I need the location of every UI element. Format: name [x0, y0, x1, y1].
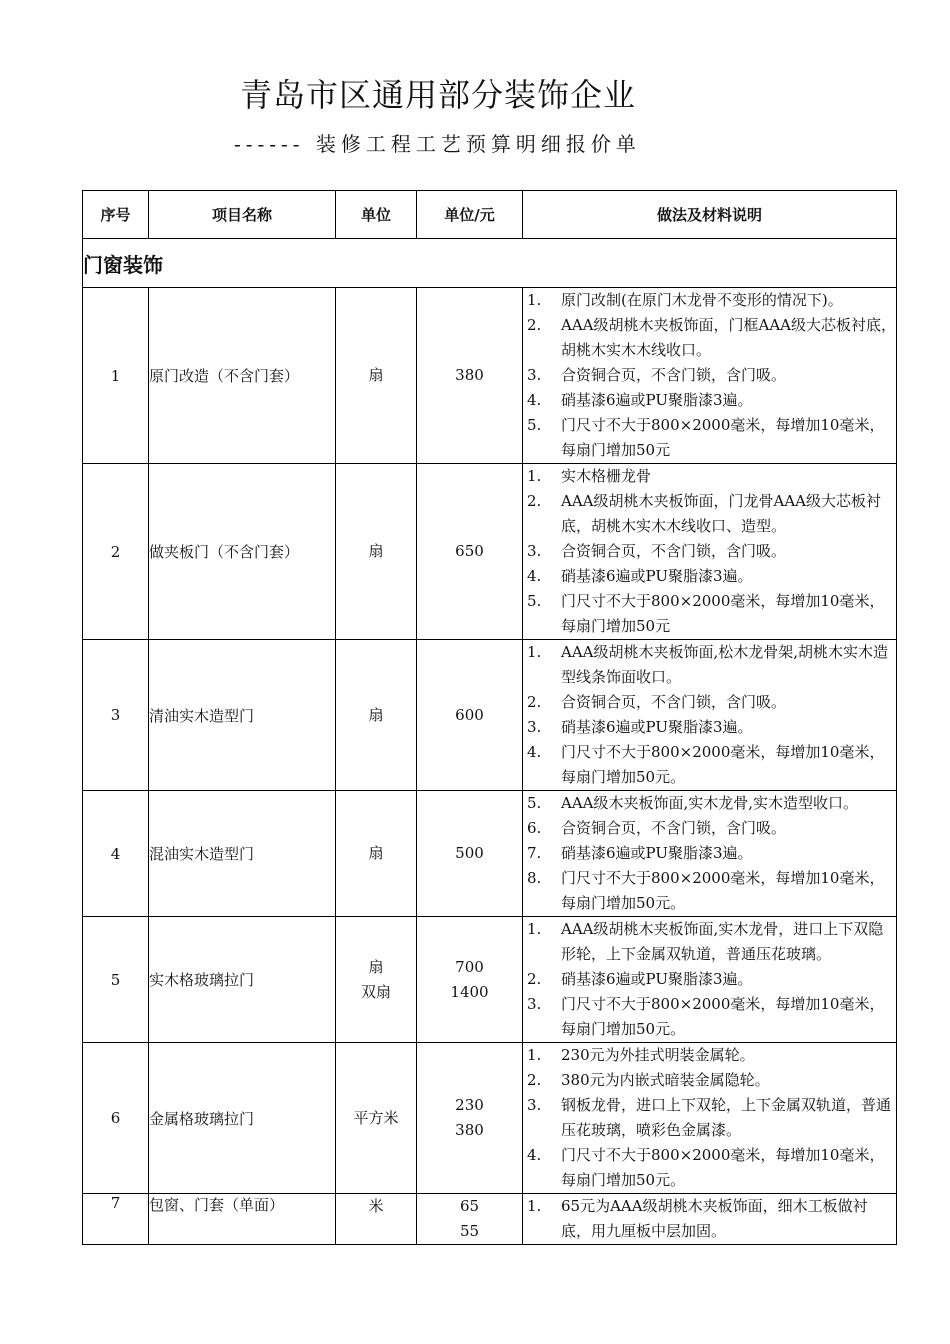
item-text: 65元为AAA级胡桃木夹板饰面，细木工板做衬底，用九厘板中层加固。 [561, 1197, 868, 1240]
item-text: 原门改制(在原门木龙骨不变形的情况下)。 [561, 291, 843, 309]
section-row [83, 239, 897, 288]
item-number: 1. [527, 1197, 542, 1215]
item-text: 硝基漆6遍或PU聚脂漆3遍。 [561, 844, 753, 862]
row-description [523, 917, 897, 1043]
row-no: 5 [83, 917, 149, 1043]
unit-value: 扇 [368, 844, 384, 862]
description-item [523, 841, 896, 866]
item-number: 1. [527, 643, 542, 661]
item-number: 7. [527, 844, 542, 862]
row-unit [336, 1194, 417, 1245]
description-item [523, 1143, 896, 1193]
description-item [523, 564, 896, 589]
quote-table [82, 190, 897, 1245]
item-text: AAA级胡桃木夹板饰面,松木龙骨架,胡桃木实木造型线条饰面收口。 [561, 643, 889, 686]
row-item-name: 实木格玻璃拉门 [149, 917, 336, 1043]
item-text: 门尺寸不大于800×2000毫米，每增加10毫米，每扇门增加50元。 [561, 1146, 885, 1189]
document-title: 青岛市区通用部分装饰企业 [240, 76, 637, 114]
price-value: 700 [455, 957, 484, 976]
item-number: 4. [527, 567, 542, 585]
unit-value: 扇 [368, 366, 384, 384]
item-number: 4. [527, 743, 542, 761]
header-description: 做法及材料说明 [523, 191, 897, 239]
row-no: 2 [83, 464, 149, 640]
item-number: 3. [527, 718, 542, 736]
row-no: 7 [83, 1194, 149, 1245]
description-list [523, 288, 896, 463]
row-description [523, 288, 897, 464]
description-item [523, 967, 896, 992]
description-item [523, 791, 896, 816]
description-item [523, 866, 896, 916]
row-price [417, 1043, 523, 1194]
item-text: 230元为外挂式明装金属轮。 [561, 1046, 755, 1064]
description-item [523, 690, 896, 715]
section-title: 门窗装饰 [83, 239, 897, 288]
description-item [523, 640, 896, 690]
item-text: 门尺寸不大于800×2000毫米，每增加10毫米，每扇门增加50元。 [561, 869, 885, 912]
item-number: 2. [527, 1071, 542, 1089]
row-price [417, 1194, 523, 1245]
price-value: 65 [459, 1197, 480, 1215]
item-number: 3. [527, 1096, 542, 1114]
price-value: 55 [459, 1222, 480, 1240]
row-description [523, 1043, 897, 1194]
description-item [523, 589, 896, 639]
row-no: 3 [83, 640, 149, 791]
row-item-name: 原门改造（不含门套） [149, 288, 336, 464]
item-text: 合资铜合页，不含门锁，含门吸。 [561, 819, 787, 837]
row-unit [336, 791, 417, 917]
unit-value: 扇 [368, 705, 384, 724]
item-number: 5. [527, 794, 542, 812]
price-value: 380 [455, 366, 484, 384]
item-text: 硝基漆6遍或PU聚脂漆3遍。 [561, 567, 753, 585]
price-value: 500 [455, 844, 484, 862]
item-number: 6. [527, 819, 542, 837]
item-number: 3. [527, 995, 542, 1013]
header-no: 序号 [83, 191, 149, 239]
table-row [83, 1043, 897, 1194]
row-unit [336, 1043, 417, 1194]
table-row [83, 917, 897, 1043]
item-text: AAA级胡桃木夹板饰面，门框AAA级大芯板衬底，胡桃木实木木线收口。 [561, 316, 896, 359]
description-item [523, 816, 896, 841]
row-unit [336, 464, 417, 640]
description-list [523, 917, 896, 1042]
row-price [417, 288, 523, 464]
price-value: 600 [455, 705, 484, 724]
price-value: 230 [455, 1096, 484, 1114]
item-text: AAA级胡桃木夹板饰面,实木龙骨，进口上下双隐形轮，上下金属双轨道，普通压花玻璃。 [561, 920, 884, 963]
row-description [523, 1194, 897, 1245]
item-number: 4. [527, 1146, 542, 1164]
document-subtitle: ------ 装修工程工艺预算明细报价单 [234, 132, 641, 156]
item-number: 2. [527, 316, 542, 334]
description-item [523, 363, 896, 388]
row-item-name: 金属格玻璃拉门 [149, 1043, 336, 1194]
item-number: 2. [527, 693, 542, 711]
header-unit-price: 单位/元 [417, 191, 523, 239]
unit-value: 双扇 [360, 982, 391, 1001]
item-text: 实木格栅龙骨 [561, 467, 652, 485]
description-list [523, 791, 896, 916]
row-unit [336, 288, 417, 464]
description-list [523, 640, 896, 790]
item-text: 钢板龙骨，进口上下双轮，上下金属双轨道，普通压花玻璃，喷彩色金属漆。 [561, 1096, 892, 1139]
description-item [523, 539, 896, 564]
row-item-name: 清油实木造型门 [149, 640, 336, 791]
row-price [417, 791, 523, 917]
description-item [523, 1093, 896, 1143]
unit-value: 平方米 [353, 1108, 399, 1127]
row-no: 1 [83, 288, 149, 464]
item-text: 合资铜合页，不含门锁，含门吸。 [561, 693, 787, 711]
row-unit [336, 640, 417, 791]
description-item [523, 917, 896, 967]
description-item [523, 388, 896, 413]
row-description [523, 464, 897, 640]
description-item [523, 464, 896, 489]
row-price [417, 464, 523, 640]
description-list [523, 1043, 896, 1193]
header-unit: 单位 [336, 191, 417, 239]
description-item [523, 740, 896, 790]
item-text: 380元为内嵌式暗装金属隐轮。 [561, 1071, 770, 1089]
header-item-name: 项目名称 [149, 191, 336, 239]
item-text: 合资铜合页，不含门锁，含门吸。 [561, 366, 787, 384]
row-item-name: 混油实木造型门 [149, 791, 336, 917]
row-no: 6 [83, 1043, 149, 1194]
description-item [523, 1068, 896, 1093]
description-item [523, 489, 896, 539]
table-row [83, 464, 897, 640]
description-item [523, 1043, 896, 1068]
table-row [83, 1194, 897, 1245]
item-number: 5. [527, 416, 542, 434]
description-item [523, 1194, 896, 1244]
item-text: 门尺寸不大于800×2000毫米，每增加10毫米，每扇门增加50元。 [561, 743, 885, 786]
price-value: 380 [455, 1121, 484, 1139]
price-value: 650 [455, 542, 484, 560]
item-number: 8. [527, 869, 542, 887]
item-number: 4. [527, 391, 542, 409]
item-text: AAA级胡桃木夹板饰面，门龙骨AAA级大芯板衬底，胡桃木实木木线收口、造型。 [561, 492, 881, 535]
description-item [523, 413, 896, 463]
item-text: 硝基漆6遍或PU聚脂漆3遍。 [561, 391, 753, 409]
row-item-name: 包窗、门套（单面） [149, 1194, 336, 1245]
item-text: 门尺寸不大于800×2000毫米，每增加10毫米，每扇门增加50元。 [561, 995, 885, 1038]
table-header-row [83, 191, 897, 239]
row-price [417, 917, 523, 1043]
unit-value: 扇 [368, 957, 384, 976]
row-description [523, 791, 897, 917]
unit-value: 扇 [368, 542, 384, 560]
item-number: 2. [527, 970, 542, 988]
item-number: 3. [527, 542, 542, 560]
unit-value: 米 [368, 1197, 384, 1215]
row-description [523, 640, 897, 791]
row-unit [336, 917, 417, 1043]
description-item [523, 992, 896, 1042]
item-text: 门尺寸不大于800×2000毫米，每增加10毫米，每扇门增加50元 [561, 592, 885, 635]
item-text: 硝基漆6遍或PU聚脂漆3遍。 [561, 718, 753, 736]
row-price [417, 640, 523, 791]
description-list [523, 464, 896, 639]
item-number: 1. [527, 1046, 542, 1064]
item-number: 1. [527, 291, 542, 309]
item-text: 硝基漆6遍或PU聚脂漆3遍。 [561, 970, 753, 988]
item-number: 5. [527, 592, 542, 610]
item-text: 合资铜合页，不含门锁，含门吸。 [561, 542, 787, 560]
description-item [523, 715, 896, 740]
item-text: 门尺寸不大于800×2000毫米，每增加10毫米，每扇门增加50元 [561, 416, 885, 459]
item-number: 1. [527, 920, 542, 938]
price-value: 1400 [450, 982, 489, 1001]
description-item [523, 313, 896, 363]
description-item [523, 288, 896, 313]
description-list [523, 1194, 896, 1244]
row-no: 4 [83, 791, 149, 917]
row-item-name: 做夹板门（不含门套） [149, 464, 336, 640]
item-text: AAA级木夹板饰面,实木龙骨,实木造型收口。 [561, 794, 859, 812]
item-number: 2. [527, 492, 542, 510]
item-number: 3. [527, 366, 542, 384]
table-row [83, 640, 897, 791]
table-row [83, 288, 897, 464]
item-number: 1. [527, 467, 542, 485]
table-row [83, 791, 897, 917]
